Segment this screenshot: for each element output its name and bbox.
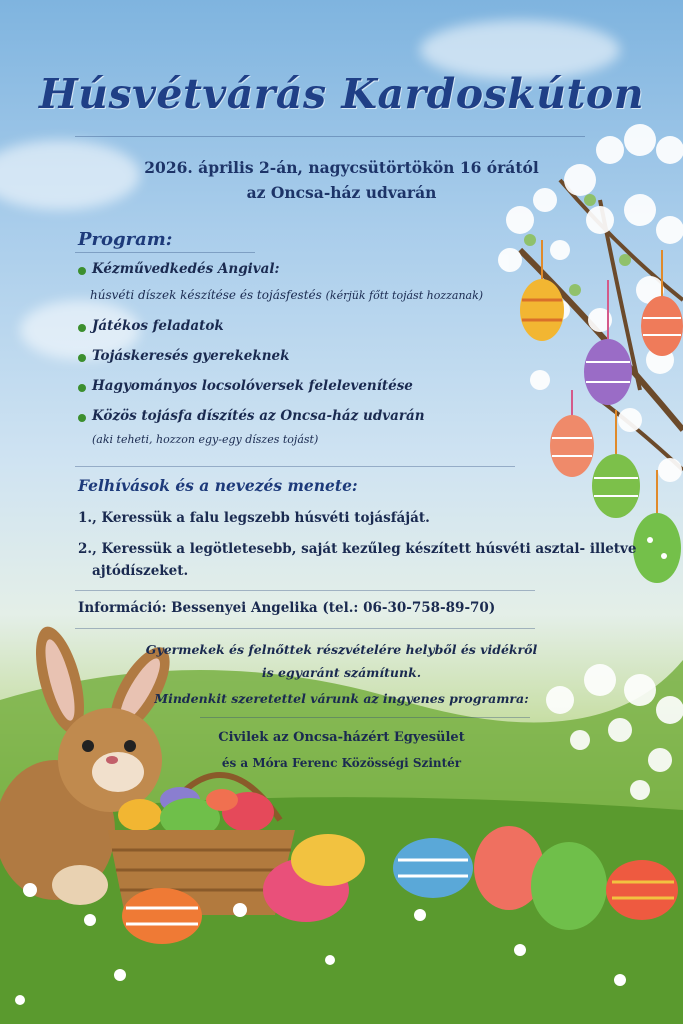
program-item: Közös tojásfa díszítés az Oncsa-ház udvarán bbox=[92, 408, 425, 424]
program-item-detail-text: húsvéti díszek készítése és tojásfestés bbox=[90, 288, 322, 302]
organizer-line: Civilek az Oncsa-házért Egyesület bbox=[218, 730, 465, 745]
invite-line: Mindenkit szeretettel várunk az ingyenes programra: bbox=[154, 691, 529, 706]
program-item: Játékos feladatok bbox=[92, 318, 224, 334]
program-item: Kézművedkedés Angival: bbox=[92, 261, 280, 277]
program-item-note: (kérjük főtt tojást hozzanak) bbox=[325, 289, 484, 302]
invite-line: Gyermekek és felnőttek részvételére helyből és vidékről bbox=[145, 642, 538, 657]
program-item: Tojáskeresés gyerekeknek bbox=[92, 348, 290, 364]
bullet-icon bbox=[78, 354, 86, 362]
bullet-icon bbox=[78, 267, 86, 275]
calls-heading: Felhívások és a nevezés menete: bbox=[78, 476, 358, 495]
date-line: 2026. április 2-án, nagycsütörtökön 16 órától bbox=[144, 158, 539, 177]
place-line: az Oncsa-ház udvarán bbox=[246, 183, 437, 202]
call-item: ajtódíszeket. bbox=[92, 563, 189, 579]
divider bbox=[200, 717, 530, 718]
invite-line: is egyaránt számítunk. bbox=[261, 665, 422, 680]
bullet-icon bbox=[78, 324, 86, 332]
divider bbox=[75, 136, 585, 137]
program-item-note: (aki teheti, hozzon egy-egy díszes tojást) bbox=[92, 433, 319, 446]
bullet-icon bbox=[78, 384, 86, 392]
call-item: 1., Keressük a falu legszebb húsvéti tojásfáját. bbox=[78, 510, 430, 526]
info-line: Információ: Bessenyei Angelika (tel.: 06-30-758-89-70) bbox=[78, 600, 496, 616]
divider bbox=[75, 252, 255, 253]
divider bbox=[75, 466, 515, 467]
program-item: Hagyományos locsolóversek felelevenítése bbox=[92, 378, 413, 394]
program-heading: Program: bbox=[78, 229, 173, 250]
divider bbox=[75, 590, 535, 591]
call-item: 2., Keressük a legötletesebb, saját kezűleg készített húsvéti asztal- illetve bbox=[78, 541, 637, 557]
divider bbox=[75, 628, 535, 629]
organizer-line: és a Móra Ferenc Közösségi Szintér bbox=[221, 756, 462, 770]
bullet-icon bbox=[78, 414, 86, 422]
program-item-detail bbox=[90, 288, 483, 302]
page-title: Húsvétvárás Kardoskúton bbox=[38, 70, 645, 118]
